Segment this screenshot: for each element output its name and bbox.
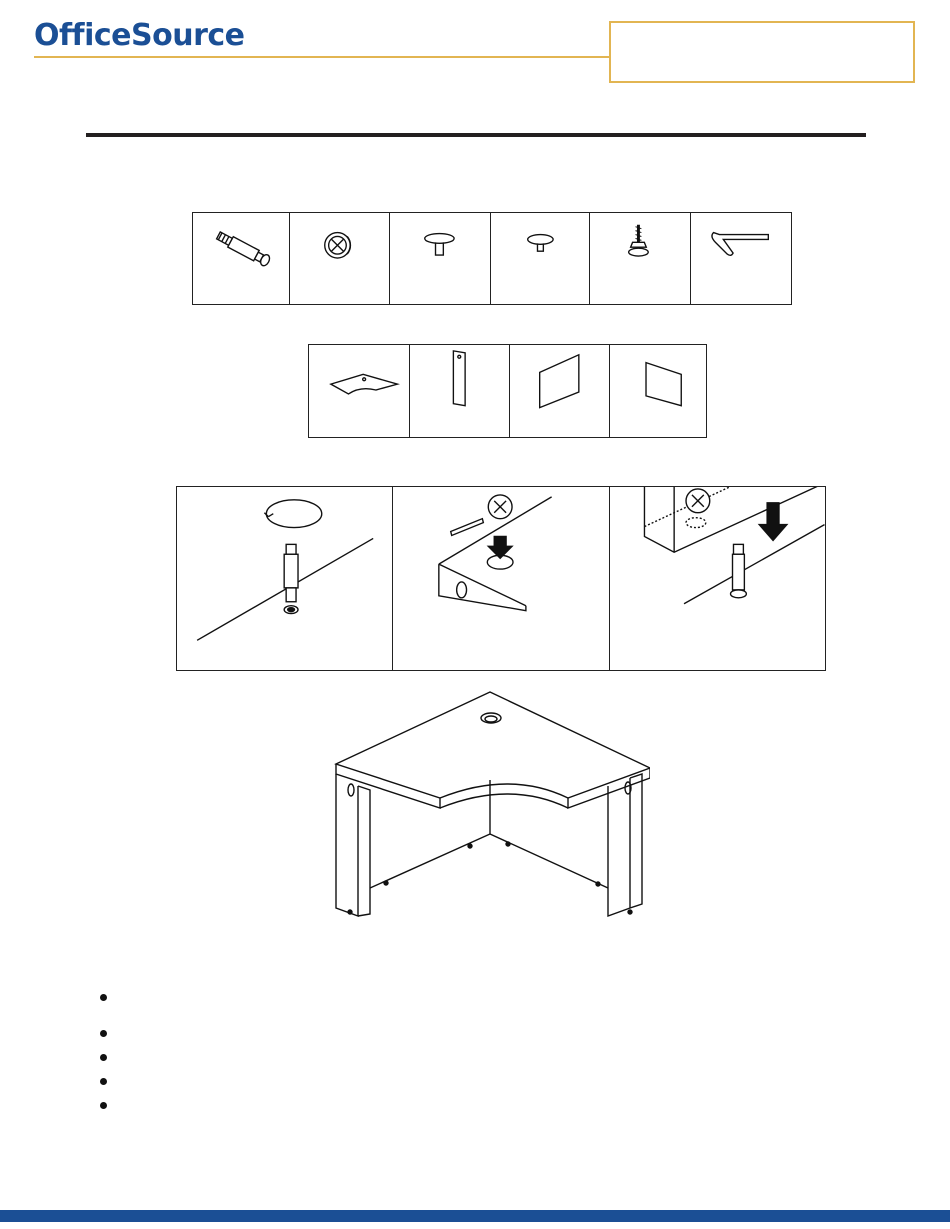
list-item — [100, 1100, 880, 1124]
list-item — [100, 1076, 880, 1100]
modesty-panel-large-icon — [510, 345, 611, 437]
parts-panel — [308, 344, 707, 438]
cap-large-icon — [390, 213, 491, 304]
install-cam-bolt-icon — [177, 487, 393, 670]
leveler-glide-icon — [590, 213, 691, 304]
end-panel-icon — [410, 345, 510, 437]
notes-list — [100, 992, 880, 1124]
list-item — [100, 992, 880, 1028]
corner-top-icon — [309, 345, 410, 437]
bullet-icon — [100, 1078, 107, 1085]
attach-panel-icon — [610, 487, 825, 670]
footer-bar — [0, 1210, 950, 1222]
header-info-box — [609, 21, 915, 83]
header-rule — [34, 56, 612, 58]
modesty-panel-small-icon — [610, 345, 706, 437]
bullet-icon — [100, 1030, 107, 1037]
cam-bolt-icon — [193, 213, 290, 304]
corner-desk-icon — [330, 690, 650, 920]
cap-small-icon — [491, 213, 591, 304]
allen-key-icon — [691, 213, 791, 304]
title-rule — [86, 133, 866, 137]
cam-lock-icon — [290, 213, 390, 304]
officesource-logo: OfficeSource — [34, 18, 245, 53]
insert-cam-lock-icon — [393, 487, 609, 670]
list-item — [100, 1052, 880, 1076]
bullet-icon — [100, 994, 107, 1001]
list-item — [100, 1028, 880, 1052]
bullet-icon — [100, 1054, 107, 1061]
assembly-steps-panel — [176, 486, 826, 671]
bullet-icon — [100, 1102, 107, 1109]
hardware-panel — [192, 212, 792, 305]
